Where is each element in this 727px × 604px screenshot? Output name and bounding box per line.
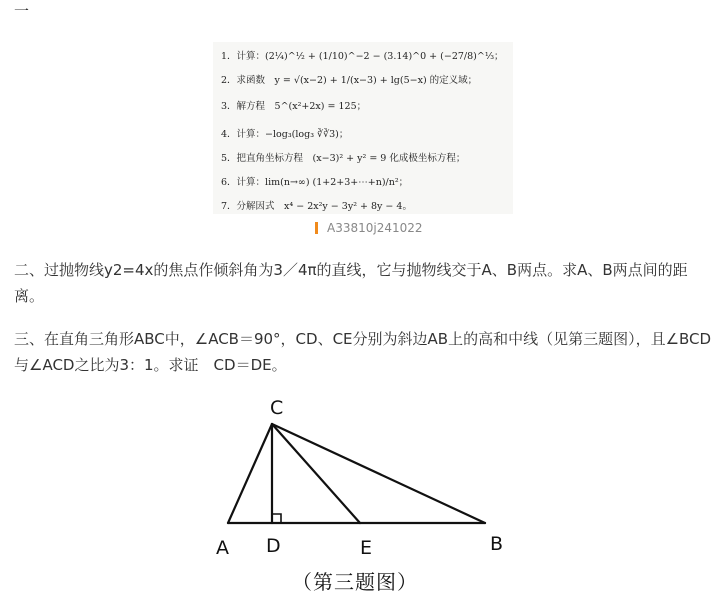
label-e: E — [360, 537, 373, 559]
question-two: 二、过抛物线y2=4x的焦点作倾斜角为3／4π的直线，它与抛物线交于A、B两点。求A、B两点间的距离。 — [14, 261, 688, 305]
label-d: D — [266, 535, 281, 557]
caption-marker-icon — [315, 222, 318, 234]
side-ca — [228, 424, 272, 523]
section-one-marker: 一 — [14, 2, 30, 20]
problem-5: 5．把直角坐标方程 (x−3)² + y² = 9 化成极坐标方程； — [221, 153, 466, 164]
problem-6: 6．计算：lim(n→∞) (1+2+3+⋯+n)/n²； — [221, 177, 409, 188]
problem-list-scan — [213, 42, 513, 214]
right-angle-mark — [272, 514, 281, 523]
image-caption-text: A33810j241022 — [327, 221, 423, 235]
problem-4: 4．计算：−log₃(log₃ ∛∛3)； — [221, 129, 349, 140]
side-cb — [272, 424, 485, 523]
problem-3: 3．解方程 5^(x²+2x) = 125； — [221, 101, 367, 112]
figure-caption: （第三题图） — [292, 570, 418, 594]
median-ce — [272, 424, 360, 523]
label-c: C — [270, 397, 284, 419]
question-three: 三、在直角三角形ABC中，∠ACB＝90°，CD、CE分别为斜边AB上的高和中线（见第三题图），且∠BCD与∠ACD之比为3：1。求证 CD＝DE。 — [14, 330, 712, 374]
label-a: A — [216, 537, 229, 559]
problem-2: 2．求函数 y = √(x−2) + 1/(x−3) + lg(5−x) 的定义域； — [221, 75, 478, 86]
image-caption — [315, 221, 423, 235]
problem-1: 1．计算：(2¼)^½ + (1/10)^−2 − (3.14)^0 + (−27/8)^⅓； — [221, 51, 504, 62]
label-b: B — [490, 533, 504, 555]
problem-7: 7．分解因式 x⁴ − 2x²y − 3y² + 8y − 4。 — [221, 201, 412, 212]
